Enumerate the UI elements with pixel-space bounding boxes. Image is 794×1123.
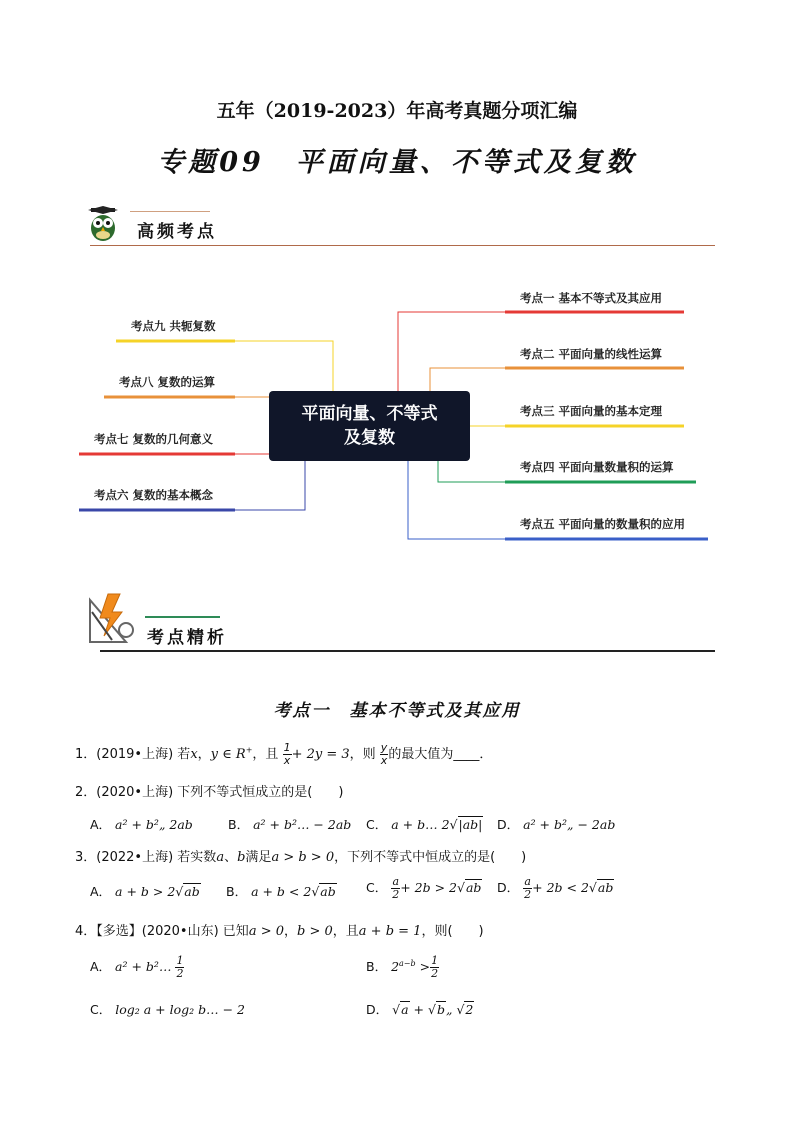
document-subtitle: 专题09 平面向量、不等式及复数 [157,147,637,178]
q3-mid: 满足 [245,850,272,865]
mindmap-node-right-4: 考点四 平面向量数量积的运算 [520,460,674,474]
mindmap-node-left-6: 考点六 复数的基本概念 [94,488,214,502]
q3-sep: 、 [224,850,238,865]
document-title: 五年（2019-2023）年高考真题分项汇编 [216,100,578,122]
question-2: 2．(2020•上海) 下列不等式恒成立的是( ) [75,785,344,800]
ruler-tools-icon [86,590,136,646]
q4-sep1: ， [284,924,298,939]
q4-c1: a > 0 [248,924,284,939]
q1-sup: + [245,745,253,755]
section-high-frequency-title: 高频考点 [137,222,217,242]
q1-suffix: 的最大值为____． [388,747,493,762]
q2-option-b: B． a² + b²… − 2ab [228,817,352,832]
q1-frac-2: $\frac{y}{x}$ [380,741,388,767]
q1-eq: + 2y = 3 [291,747,350,762]
q1-prefix: 1．(2019•上海) 若 [75,747,191,762]
question-4 [75,920,484,939]
q4-option-a: A． a² + b²… $\frac{1}{2}$ [90,954,184,980]
q3-post: ，下列不等式中恒成立的是( ) [334,850,527,865]
question-3 [75,846,526,865]
q1-var-x: x [190,747,198,762]
q3-a: a [216,850,225,865]
q1-frac-1: $\frac{1}{x}$ [283,741,291,767]
q1-y-in-r: y ∈ R [210,747,246,762]
mindmap-center-node [269,391,470,461]
analysis-top-line [145,616,220,618]
q3-cond: a > b > 0 [271,850,335,865]
q3-option-b: B． a + b < 2√ab [226,884,336,899]
mindmap-node-right-5: 考点五 平面向量的数量积的应用 [520,517,686,531]
q3-b: b [237,850,246,865]
center-line-2: 及复数 [344,428,395,448]
q3-option-d: D． $\frac{a}{2}$ + 2b < 2√ab [497,875,614,901]
mindmap-node-left-9: 考点九 共轭复数 [131,319,216,333]
q4-option-b: B． $2^{a-b}$ > $\frac{1}{2}$ [366,954,439,980]
topic-1-title: 考点一 基本不等式及其应用 [273,701,521,721]
q2-option-d: D． a² + b²„ − 2ab [497,817,616,832]
q3-option-c: C． $\frac{a}{2}$ + 2b > 2√ab [366,875,482,901]
mindmap-node-left-8: 考点八 复数的运算 [119,375,216,389]
q4-option-d: D． √a + √b„ √2 [366,1002,474,1017]
question-1 [75,742,492,767]
q4-c3: a + b = 1 [358,924,422,939]
center-line-1: 平面向量、不等式 [301,404,438,424]
q4-option-c: C． log₂ a + log₂ b… − 2 [90,1002,245,1017]
mindmap-node-right-1: 考点一 基本不等式及其应用 [520,291,663,305]
mindmap-node-left-7: 考点七 复数的几何意义 [94,432,214,446]
q4-c2: b > 0 [297,924,333,939]
q1-then: ，则 [349,747,376,762]
q1-and: ，且 [252,747,279,762]
q2-option-c: C． a + b… 2√|ab| [366,817,483,832]
mindmap-node-right-3: 考点三 平面向量的基本定理 [520,404,663,418]
q3-pre: 3．(2022•上海) 若实数 [75,850,217,865]
q3-option-a: A． a + b > 2√ab [90,884,200,899]
q4-pre: 4．【多选】(2020•山东) 已知 [75,924,249,939]
q4-post: ，则( ) [421,924,484,939]
section-analysis-title: 考点精析 [147,628,227,648]
q4-sep2: ，且 [332,924,359,939]
q1-sep: ， [197,747,211,762]
q2-option-a: A． a² + b²„ 2ab [90,817,193,832]
mindmap-node-right-2: 考点二 平面向量的线性运算 [520,347,663,361]
analysis-divider [100,650,715,652]
